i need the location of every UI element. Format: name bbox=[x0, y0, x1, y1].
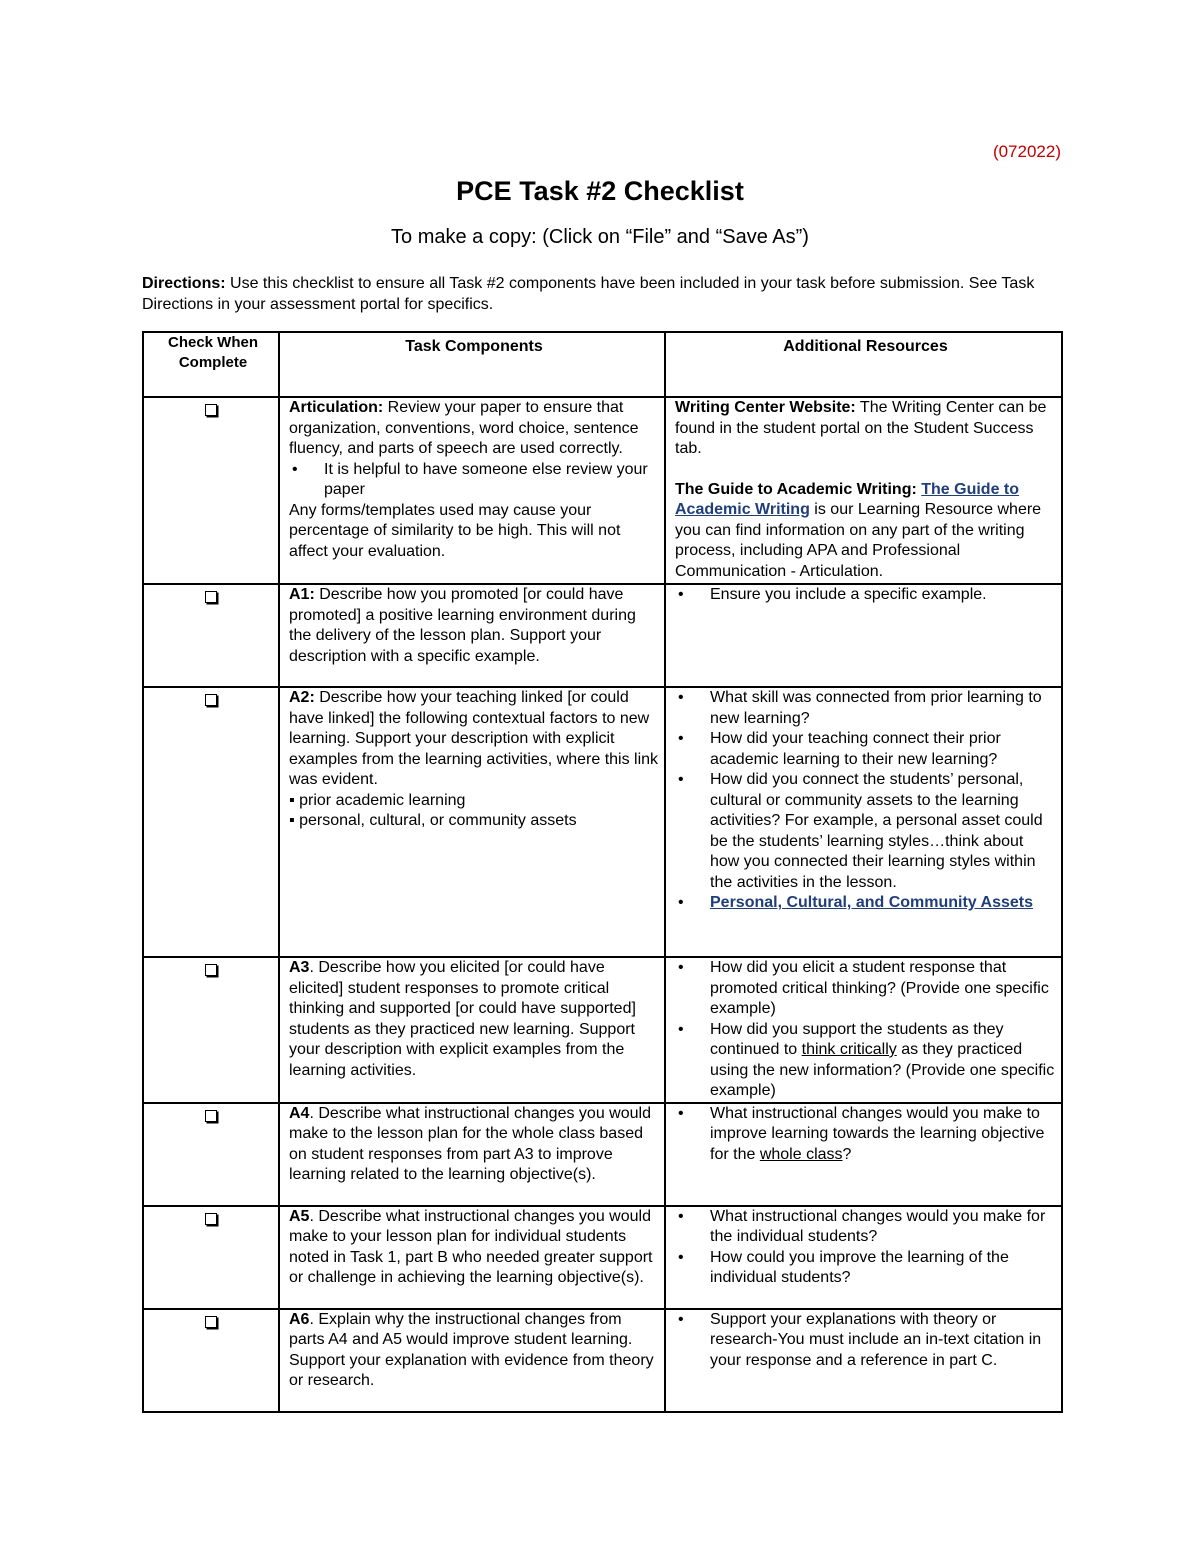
component-text: . Describe how you elicited [or could have elicited] student responses to promote critical thinking and supported [or could have supported] students as they practiced new learning. Support your description with explicit examples from the learning activities. bbox=[289, 959, 636, 1079]
checkbox-a5[interactable] bbox=[205, 1213, 217, 1225]
list-item: • How did you elicit a student response that promoted critical thinking? (Provide one specific example) bbox=[675, 958, 1056, 1020]
component-text: Describe how your teaching linked [or could have linked] the following contextual factors to new learning. Support your description with explicit examples from the learning activities, where this link was evident. bbox=[289, 689, 659, 788]
component-cell bbox=[279, 1103, 665, 1206]
list-item: • Ensure you include a specific example. bbox=[675, 585, 1056, 606]
list-text: What instructional changes would you make to improve learning towards the learning objective for the bbox=[710, 1104, 1045, 1163]
table-row bbox=[143, 397, 1062, 584]
list-item: • What skill was connected from prior learning to new learning? bbox=[675, 688, 1056, 729]
resource-cell bbox=[665, 397, 1062, 584]
list-item bbox=[675, 1020, 1056, 1102]
component-cell bbox=[279, 687, 665, 957]
resource-cell bbox=[665, 687, 1062, 957]
component-cell bbox=[279, 397, 665, 584]
component-note: Any forms/templates used may cause your percentage of similarity to be high. This will not affect your evaluation. bbox=[289, 501, 621, 560]
sub-item: ▪ prior academic learning bbox=[289, 791, 466, 809]
component-label: A2: bbox=[289, 689, 315, 706]
header-resources: Additional Resources bbox=[665, 332, 1062, 397]
list-item: • What instructional changes would you make for the individual students? bbox=[675, 1207, 1056, 1248]
component-cell bbox=[279, 584, 665, 687]
page-title: PCE Task #2 Checklist bbox=[456, 176, 744, 206]
header-row bbox=[143, 332, 1062, 397]
header-components: Task Components bbox=[279, 332, 665, 397]
checkbox-a1[interactable] bbox=[205, 591, 217, 603]
component-text: . Explain why the instructional changes from parts A4 and A5 would improve student learning. Support your explanation with evidence from theory or research. bbox=[289, 1310, 654, 1389]
header-check: Check When Complete bbox=[143, 332, 279, 397]
component-label: A3 bbox=[289, 959, 310, 976]
component-text: Describe how you promoted [or could have promoted] a positive learning environment during the delivery of the lesson plan. Support your description with a specific example. bbox=[289, 586, 636, 665]
resource-cell bbox=[665, 1309, 1062, 1412]
list-text: as they practiced using the new information? (Provide one specific example) bbox=[710, 1041, 1055, 1099]
checklist-table bbox=[142, 331, 1063, 1413]
table-row bbox=[143, 584, 1062, 687]
list-item bbox=[675, 1104, 1056, 1166]
resource-text: is our Learning Resource where you can find information on any part of the writing process, including APA and Professional Communication - Articulation. bbox=[675, 501, 1042, 580]
component-cell bbox=[279, 957, 665, 1103]
version-code: (072022) bbox=[992, 142, 1061, 161]
checkbox-a4[interactable] bbox=[205, 1110, 217, 1122]
table-row bbox=[143, 1206, 1062, 1309]
resource-cell bbox=[665, 584, 1062, 687]
list-item bbox=[675, 893, 1056, 914]
component-label: Articulation: bbox=[289, 399, 384, 416]
sub-item: ▪ personal, cultural, or community assets bbox=[289, 812, 577, 829]
component-label: A4 bbox=[289, 1104, 310, 1122]
checkbox-a2[interactable] bbox=[205, 694, 217, 706]
component-cell bbox=[279, 1309, 665, 1412]
table-row bbox=[143, 957, 1062, 1103]
resource-label: Writing Center Website: bbox=[675, 399, 856, 416]
component-text: Review your paper to ensure that organization, conventions, word choice, sentence fluency, and parts of speech are used correctly. bbox=[289, 399, 639, 457]
list-text: ? bbox=[842, 1145, 852, 1163]
checkbox-a6[interactable] bbox=[205, 1316, 217, 1328]
component-label: A1: bbox=[289, 586, 315, 603]
resource-cell bbox=[665, 1206, 1062, 1309]
directions-text: Use this checklist to ensure all Task #2 components have been included in your task before submission. See Task Directions in your assessment portal for specifics. bbox=[142, 275, 1035, 313]
guide-link[interactable]: The Guide to Academic Writing bbox=[675, 480, 1020, 518]
list-item: • It is helpful to have someone else review your paper bbox=[289, 460, 659, 501]
page-subtitle: To make a copy: (Click on “File” and “Save As”) bbox=[391, 226, 809, 248]
component-label: A6 bbox=[289, 1310, 310, 1328]
directions-label: Directions: bbox=[142, 275, 226, 292]
list-item: • Support your explanations with theory or research-You must include an in-text citation in your response and a reference in part C. bbox=[675, 1310, 1056, 1372]
directions-paragraph bbox=[142, 273, 1067, 315]
table-row bbox=[143, 687, 1062, 957]
checkbox-a3[interactable] bbox=[205, 964, 217, 976]
component-label: A5 bbox=[289, 1207, 310, 1225]
assets-link[interactable]: Personal, Cultural, and Community Assets bbox=[710, 894, 1034, 911]
resource-text: The Writing Center can be found in the student portal on the Student Success tab. bbox=[675, 399, 1047, 457]
underlined-text: think critically bbox=[801, 1041, 897, 1058]
component-text: . Describe what instructional changes you would make to your lesson plan for individual students noted in Task 1, part B who needed greater support or challenge in achieving the learning objective(s). bbox=[289, 1207, 653, 1286]
list-item: • How did your teaching connect their prior academic learning to their new learning? bbox=[675, 729, 1056, 770]
list-text: How did you support the students as they continued to bbox=[710, 1020, 1004, 1058]
component-cell bbox=[279, 1206, 665, 1309]
table-row bbox=[143, 1309, 1062, 1412]
table-row bbox=[143, 1103, 1062, 1206]
resource-label: The Guide to Academic Writing: bbox=[675, 480, 917, 498]
underlined-text: whole class bbox=[759, 1145, 843, 1163]
checkbox-articulation[interactable] bbox=[205, 404, 217, 416]
resource-cell bbox=[665, 1103, 1062, 1206]
list-item: • How did you connect the students’ personal, cultural or community assets to the learning activities? For example, a personal asset could be the students’ learning styles…think about how you connected their learning styles within the activities in the lesson. bbox=[675, 770, 1056, 893]
resource-cell bbox=[665, 957, 1062, 1103]
component-text: . Describe what instructional changes you would make to the lesson plan for the whole class based on student responses from part A3 to improve learning related to the learning objective(s). bbox=[289, 1104, 651, 1183]
list-item: • How could you improve the learning of the individual students? bbox=[675, 1248, 1056, 1289]
